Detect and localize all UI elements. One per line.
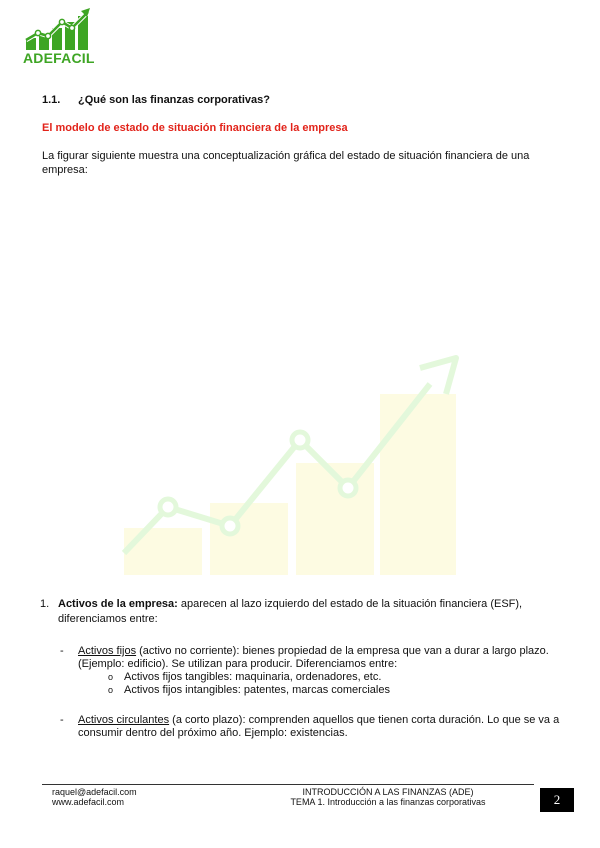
intro-paragraph: La figurar siguiente muestra una conceptualización gráfica del estado de situación financiera de una empresa: [42,150,530,176]
list-item-assets [40,597,570,627]
list-term: Activos de la empresa: [58,598,178,610]
fixed-assets-term: Activos fijos [78,645,137,657]
current-assets-term: Activos circulantes [78,714,170,726]
growth-chart-icon [22,6,96,52]
section-title-text: ¿Qué son las finanzas corporativas? [78,94,270,106]
current-assets-text: (a corto plazo): comprenden aquellos que tienen corta duración. Lo que se va a consumir dentro del próximo año. Ejemplo: existencias. [78,714,560,739]
section-number: 1.1. [42,94,61,106]
page-number: 2 [540,788,574,812]
list-number: 1. [40,598,50,610]
section-title [42,94,270,106]
dash-bullet: - [60,645,64,657]
footer-email[interactable]: raquel@adefacil.com [52,787,137,797]
footer-divider [42,784,534,785]
subheading: El modelo de estado de situación financiera de la empresa [42,122,348,134]
sublist-item: o Activos fijos intangibles: patentes, marcas comerciales [108,684,574,697]
current-assets-item [60,714,574,740]
fixed-assets-item [60,645,574,697]
footer-course-info [254,787,522,807]
dash-bullet: - [60,714,64,726]
watermark-growth-chart [110,350,470,575]
fixed-assets-sublist [108,671,574,697]
adefacil-logo [22,6,96,64]
footer-contact [52,787,137,807]
list-text: aparecen al lazo izquierdo del estado de la situación financiera (ESF), diferenciamos entre: [58,598,523,625]
footer-course: INTRODUCCIÓN A LAS FINANZAS (ADE) [302,787,474,797]
fixed-assets-text: (activo no corriente): bienes propiedad de la empresa que van a durar a largo plazo. (Ejemplo: edificio). Se utilizan para producir. Diferenciamos entre: [78,645,549,670]
footer-topic: TEMA 1. Introducción a las finanzas corporativas [290,797,486,807]
footer-website[interactable]: www.adefacil.com [52,797,125,807]
logo-brand-text: ADEFACIL [23,50,95,66]
sublist-item: o Activos fijos tangibles: maquinaria, ordenadores, etc. [108,671,574,684]
